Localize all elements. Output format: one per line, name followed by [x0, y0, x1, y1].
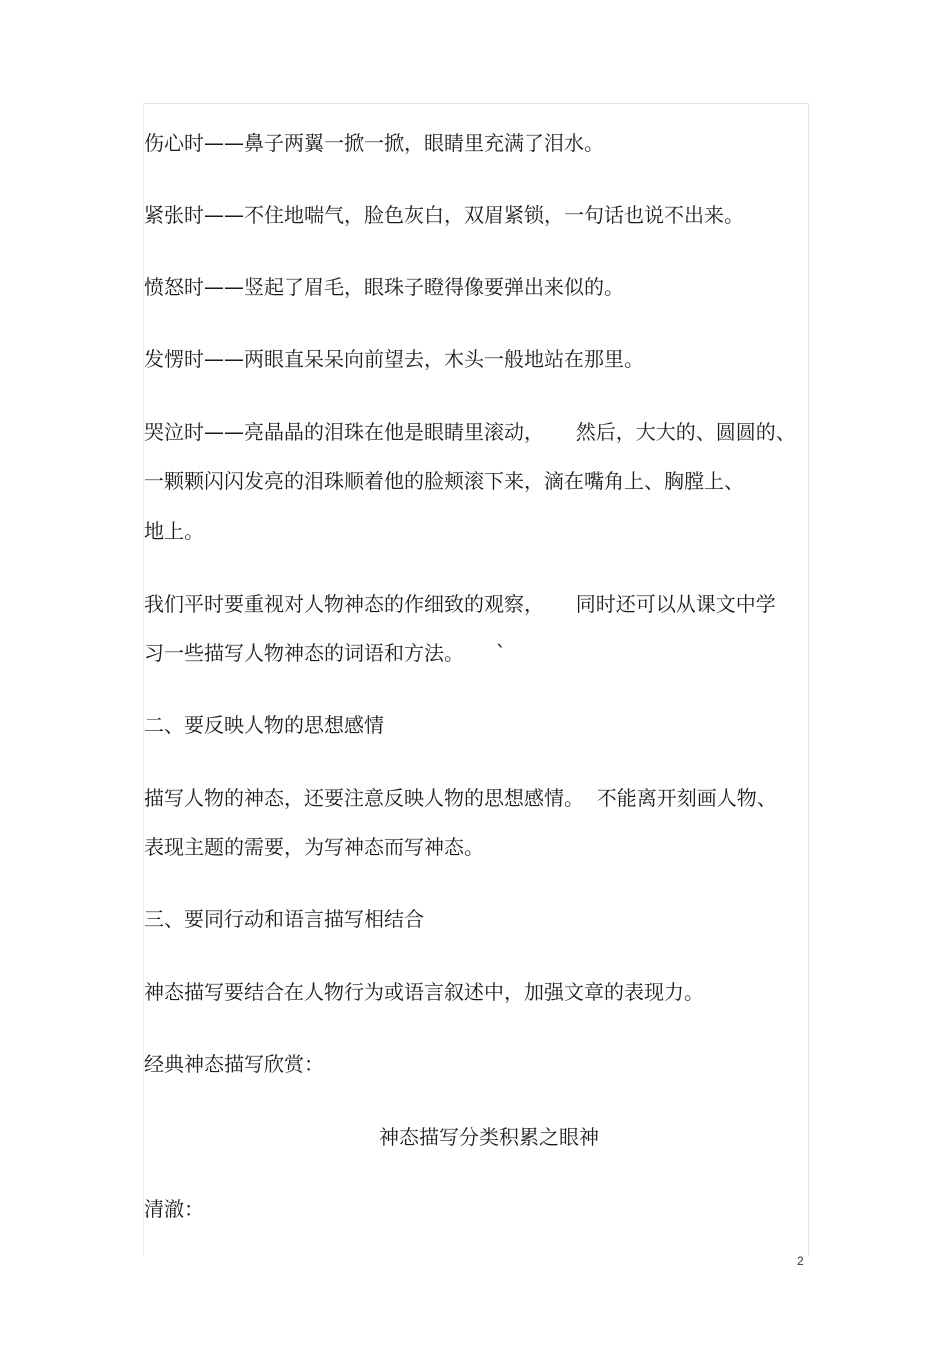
section-title: 神态描写分类积累之眼神 [379, 1125, 599, 1149]
text-line: 发愣时——两眼直呆呆向前望去，木头一般地站在那里。 [144, 347, 644, 371]
text-line: 哭泣时——亮晶晶的泪珠在他是眼睛里滚动， 然后，大大的、圆圆的、 [144, 420, 796, 444]
text-line: 描写人物的神态，还要注意反映人物的思想感情。 不能离开刻画人物、 [144, 786, 777, 810]
text-line: 习一些描写人物神态的词语和方法。 ` [144, 641, 506, 665]
text-line: 伤心时——鼻子两翼一掀一掀，眼睛里充满了泪水。 [144, 131, 604, 155]
section-heading: 二、要反映人物的思想感情 [144, 713, 384, 737]
text-line: 我们平时要重视对人物神态的作细致的观察， 同时还可以从课文中学 [144, 592, 776, 616]
text-line: 一颗颗闪闪发亮的泪珠顺着他的脸颊滚下来，滴在嘴角上、胸膛上、 [144, 469, 744, 493]
text-line: 神态描写要结合在人物行为或语言叙述中，加强文章的表现力。 [144, 980, 704, 1004]
text-line: 表现主题的需要，为写神态而写神态。 [144, 835, 484, 859]
text-line: 紧张时——不住地喘气，脸色灰白，双眉紧锁，一句话也说不出来。 [144, 203, 744, 227]
text-line: 愤怒时——竖起了眉毛，眼珠子瞪得像要弹出来似的。 [144, 275, 624, 299]
text-line: 经典神态描写欣赏： [144, 1052, 324, 1076]
text-line: 清澈： [144, 1197, 204, 1221]
section-heading: 三、要同行动和语言描写相结合 [144, 907, 424, 931]
page-number: 2 [797, 1254, 804, 1268]
text-line: 地上。 [144, 519, 204, 543]
